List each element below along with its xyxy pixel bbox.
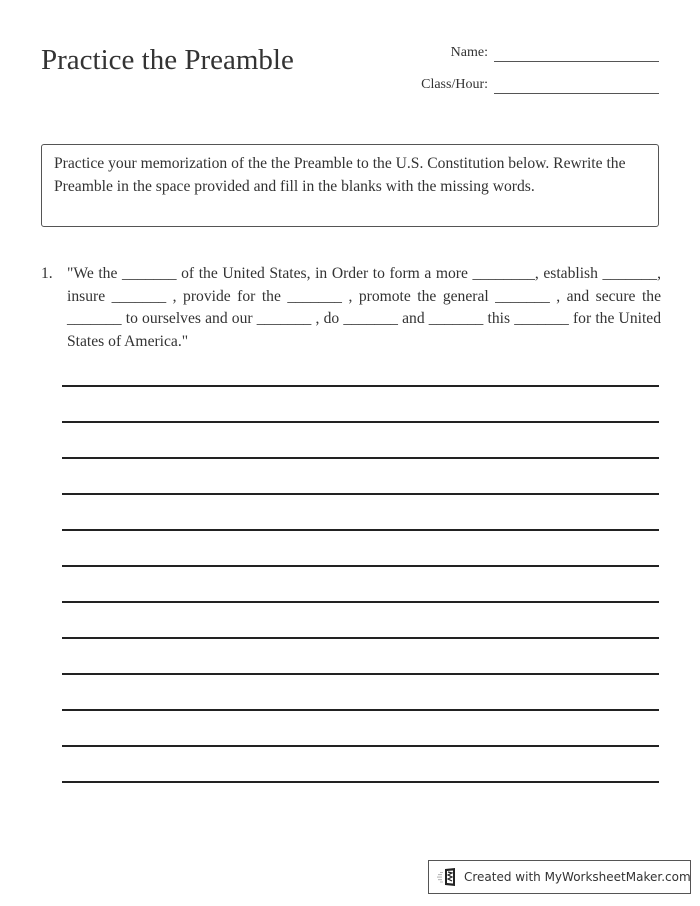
writing-line[interactable] (62, 709, 659, 711)
writing-line[interactable] (62, 385, 659, 387)
question-text: "We the _______ of the United States, in Order to form a more ________, establish _______, insure _______ , provide for the _______ , promote the general _______ , and secure the _______ to ourselves and our _______ , do _______ and _______ this _______ for the United States of America." (67, 265, 661, 350)
writing-line[interactable] (62, 493, 659, 495)
instructions-text: Practice your memorization of the the Preamble to the U.S. Constitution below. Rewrite the Preamble in the space provided and fill in the blanks with the missing words. (54, 155, 626, 195)
footer-text: Created with MyWorksheetMaker.com (464, 870, 691, 884)
writing-line[interactable] (62, 637, 659, 639)
name-label: Name: (450, 45, 488, 60)
question-number: 1. (41, 265, 53, 282)
instructions-box (41, 144, 659, 227)
page-title: Practice the Preamble (41, 44, 294, 76)
writing-area[interactable] (62, 385, 659, 817)
class-hour-input-line[interactable] (494, 93, 659, 94)
writing-line[interactable] (62, 529, 659, 531)
name-field (451, 44, 659, 62)
class-hour-label: Class/Hour: (421, 77, 488, 92)
writing-line[interactable] (62, 601, 659, 603)
writing-line[interactable] (62, 421, 659, 423)
class-hour-field (421, 76, 659, 94)
writing-line[interactable] (62, 781, 659, 783)
footer-attribution-badge[interactable] (428, 860, 691, 894)
writing-line[interactable] (62, 565, 659, 567)
writing-line[interactable] (62, 457, 659, 459)
name-input-line[interactable] (494, 61, 659, 62)
writing-line[interactable] (62, 745, 659, 747)
worksheet-maker-logo-icon (437, 867, 459, 887)
writing-line[interactable] (62, 673, 659, 675)
